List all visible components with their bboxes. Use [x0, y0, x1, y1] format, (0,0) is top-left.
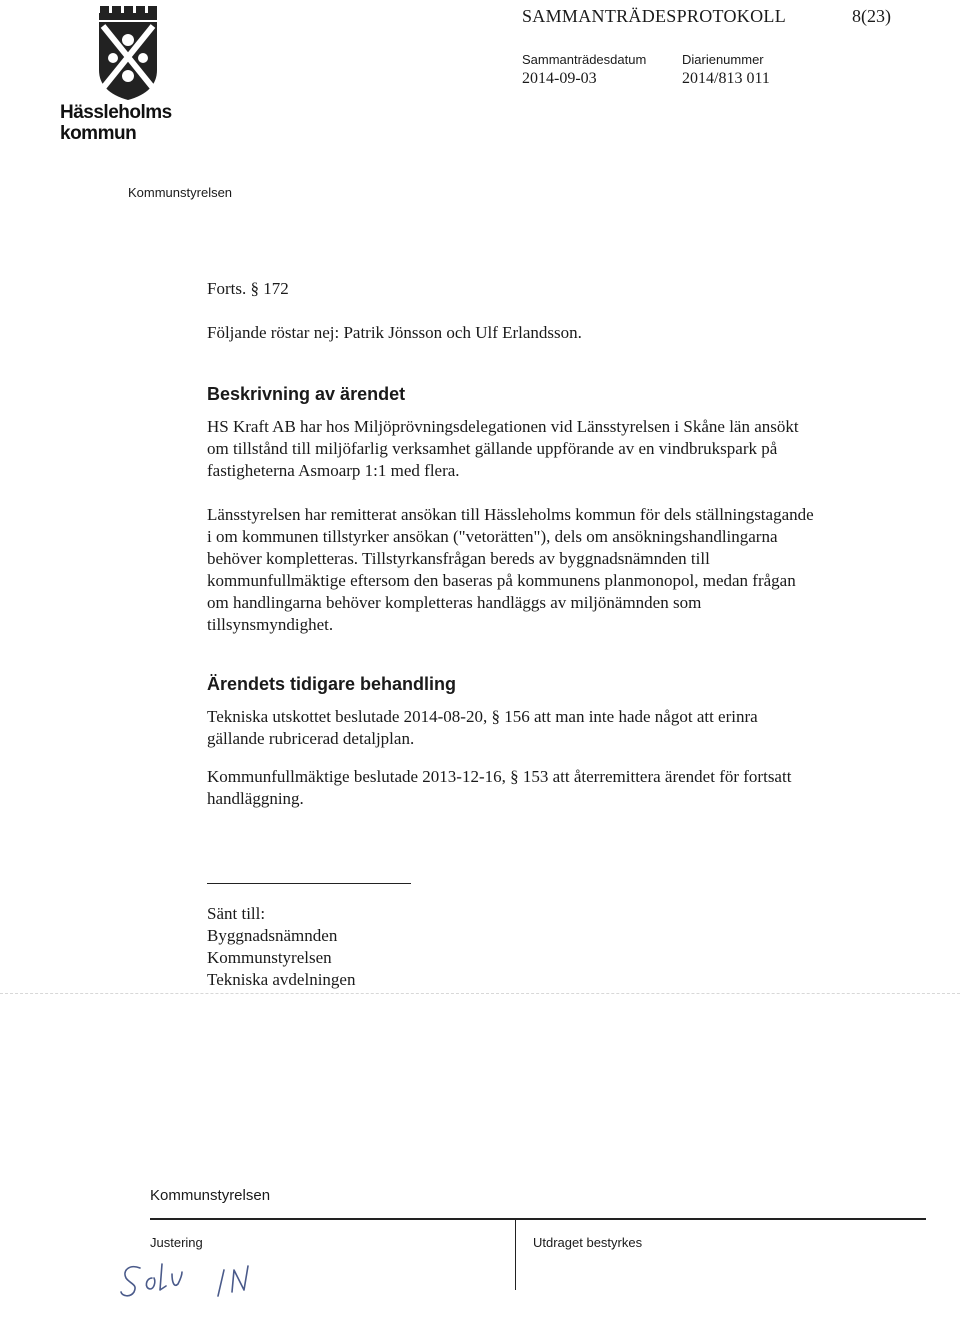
diary-number-label: Diarienummer — [682, 52, 764, 67]
meeting-date-value: 2014-09-03 — [522, 70, 597, 87]
coat-of-arms-icon — [96, 4, 160, 102]
previous-handling-heading: Ärendets tidigare behandling — [207, 674, 457, 694]
votes-no-text: Följande röstar nej: Patrik Jönsson och Ulf Erlandsson. — [207, 323, 582, 342]
description-heading: Beskrivning av ärendet — [207, 384, 406, 404]
footer-divider — [515, 1220, 516, 1290]
diary-number-value: 2014/813 011 — [682, 70, 770, 87]
logo-wordmark — [60, 102, 200, 144]
previous-handling-paragraph-1: Tekniska utskottet beslutade 2014-08-20, § 156 att man inte hade något att erinra gällande rubricerad detaljplan. — [207, 707, 758, 748]
extract-certified-label: Utdraget bestyrkes — [533, 1235, 643, 1250]
municipality-logo — [60, 4, 200, 144]
recipient: Byggnadsnämnden — [207, 926, 338, 945]
separator-line — [207, 883, 411, 884]
document-title: SAMMANTRÄDESPROTOKOLL — [522, 6, 786, 26]
logo-text-line1: Hässleholms — [60, 102, 172, 123]
signature-initials-icon — [118, 1256, 268, 1304]
distribution-list — [207, 903, 355, 991]
sent-to-label: Sänt till: — [207, 904, 266, 923]
description-paragraph-2: Länsstyrelsen har remitterat ansökan till Hässleholms kommun för dels ställningstagande i om kommunen tillstyrker ansökan ("vetorätten"), dels om ansökningshandlingarna behöver kompletteras. Tillstyrkansfrågan bereds av byggnadsnämnden till kommunfullmäktige eftersom den baseras på kommunens planmonopol, medan frågan om handlingarna behöver kompletteras handläggs av miljönämnden som tillsynsmyndighet. — [207, 505, 814, 634]
body-label: Kommunstyrelsen — [128, 185, 233, 200]
page-number: 8(23) — [852, 6, 891, 26]
footer-body-label: Kommunstyrelsen — [150, 1187, 271, 1204]
previous-handling-paragraph-2: Kommunfullmäktige beslutade 2013-12-16, § 153 att återremittera ärendet för fortsatt handläggning. — [207, 767, 792, 808]
footer-rule — [150, 1218, 926, 1220]
recipient: Kommunstyrelsen — [207, 948, 332, 967]
meeting-date-label: Sammanträdesdatum — [522, 52, 647, 67]
description-paragraph-1: HS Kraft AB har hos Miljöprövningsdelegationen vid Länsstyrelsen i Skåne län ansökt om tillstånd till miljöfarlig verksamhet gällande uppförande av en vindbrukspark på fastigheterna Asmoarp 1:1 med flera. — [207, 417, 799, 480]
justering-label: Justering — [150, 1235, 203, 1250]
logo-text-line2: kommun — [60, 123, 137, 144]
paragraph-continuation: Forts. § 172 — [207, 279, 289, 298]
scan-fold-line — [0, 993, 960, 994]
recipient: Tekniska avdelningen — [207, 970, 356, 989]
